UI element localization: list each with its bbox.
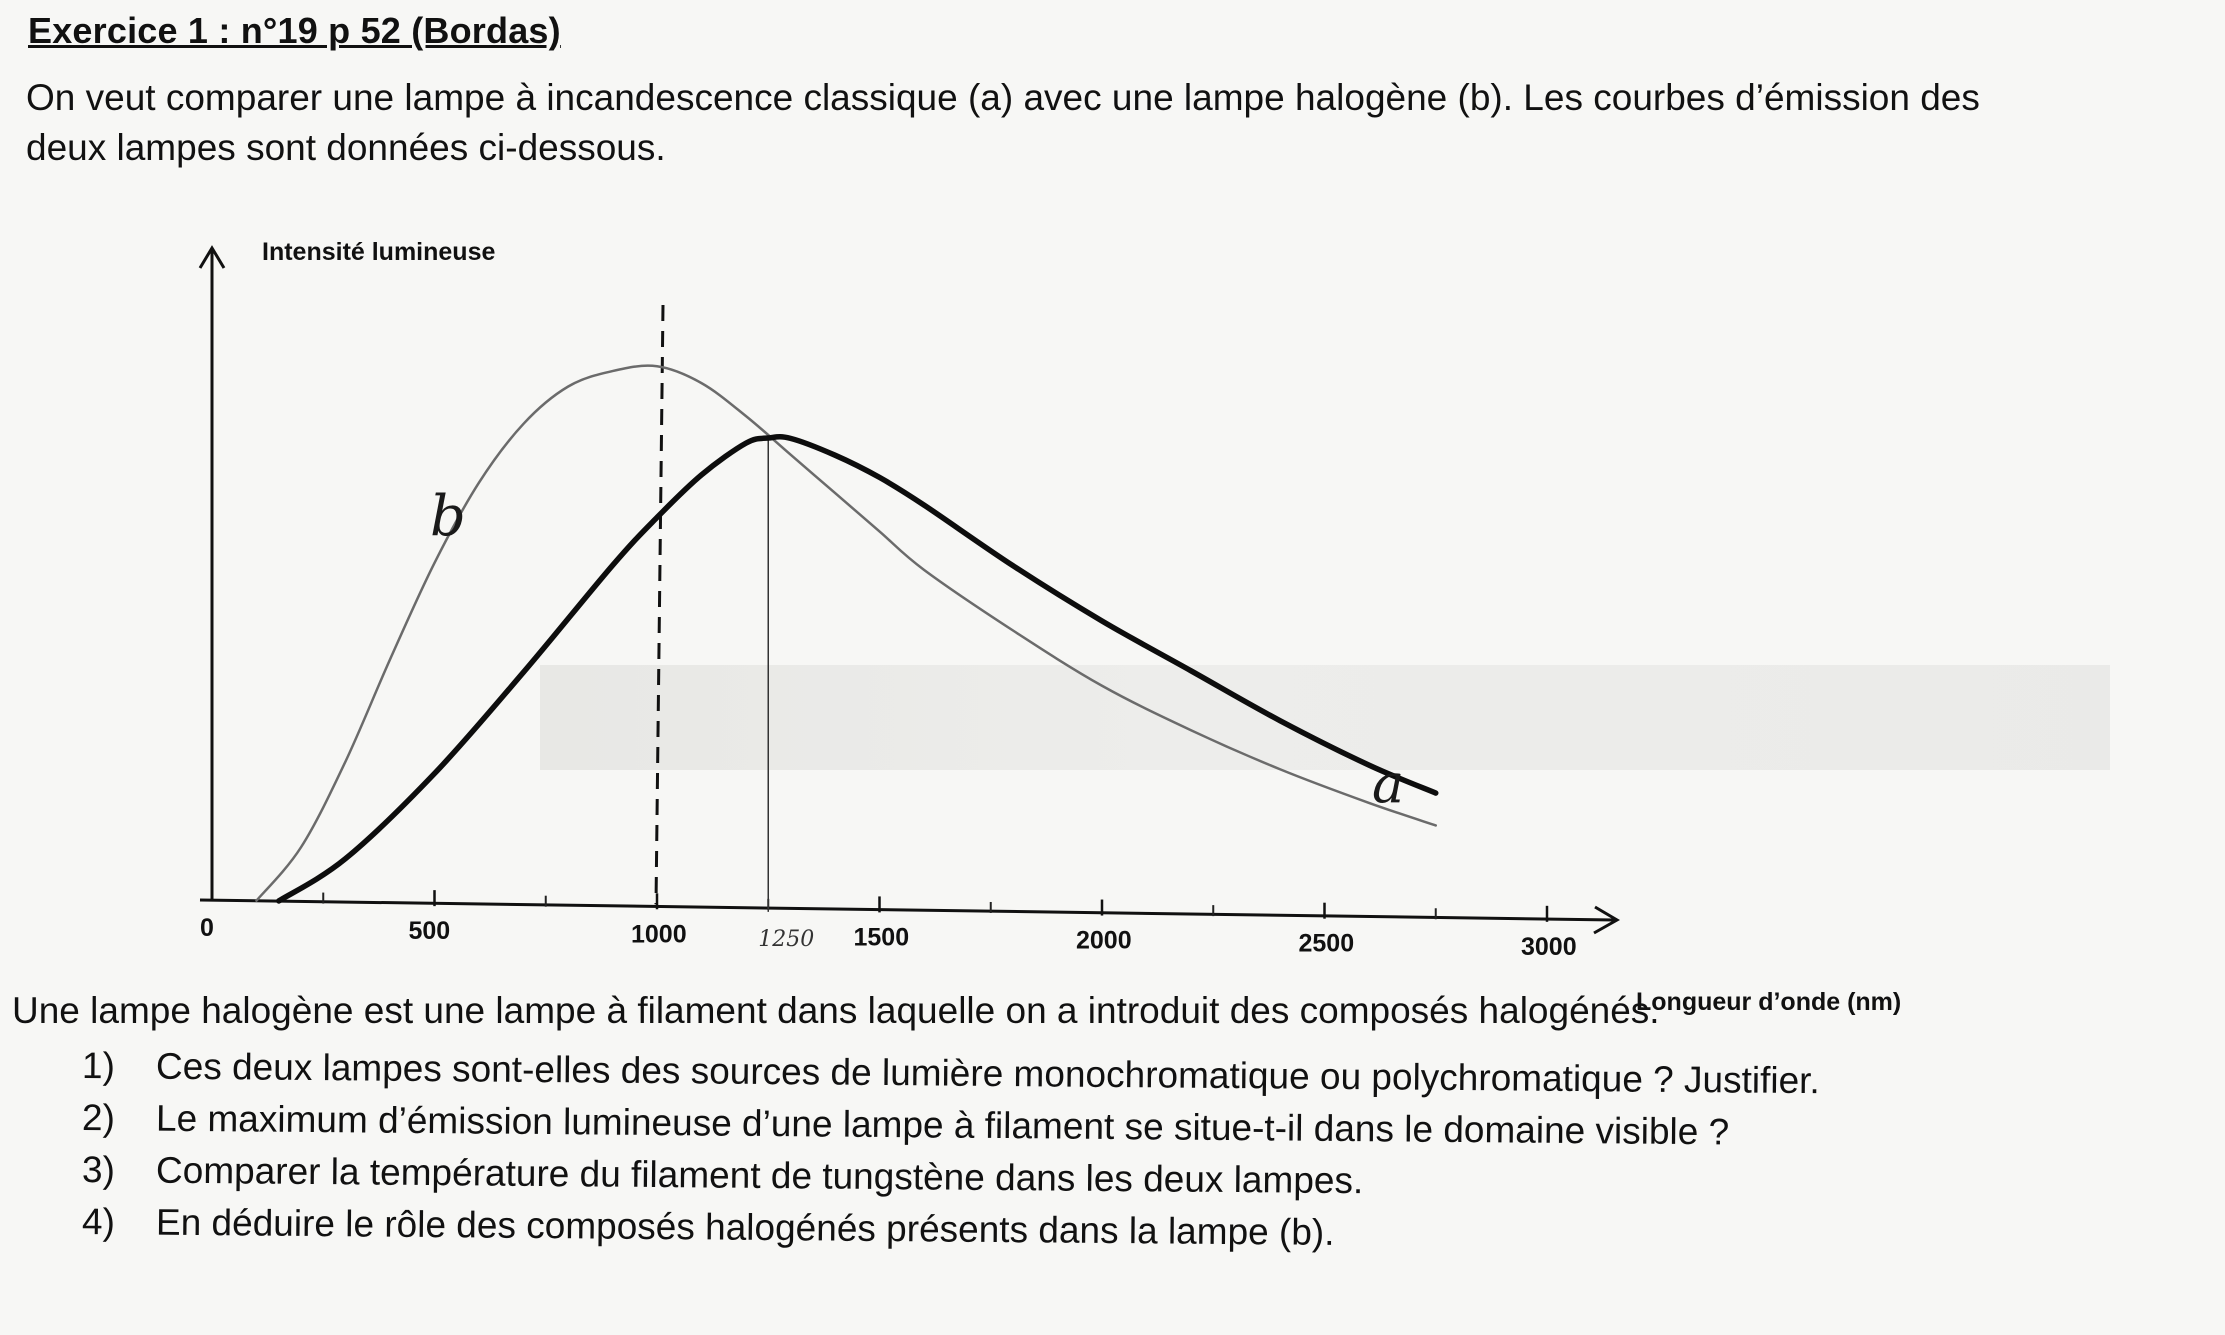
question-number: 2) xyxy=(81,1097,116,1139)
question-text: En déduire le rôle des composés halogénés présents dans la lampe (b). xyxy=(155,1201,1335,1253)
question-number: 3) xyxy=(81,1149,116,1191)
intro-line-2: deux lampes sont données ci-dessous. xyxy=(26,127,666,168)
question-text: Le maximum d’émission lumineuse d’une lampe à filament se situe-t-il dans le domaine visible ? xyxy=(155,1097,1730,1153)
question-text: Ces deux lampes sont-elles des sources de lumière monochromatique ou polychromatique ? Justifier. xyxy=(155,1045,1820,1102)
peak-marker-label: 1250 xyxy=(758,926,815,952)
emission-curves-chart xyxy=(0,230,2225,1030)
y-axis-label: Intensité lumineuse xyxy=(262,238,496,266)
exercise-intro xyxy=(26,72,2216,174)
x-tick-label: 2000 xyxy=(1076,926,1132,955)
question-number: 1) xyxy=(81,1045,116,1087)
x-tick-label: 500 xyxy=(408,917,451,946)
dashed-marker-line xyxy=(656,305,663,904)
curve-b xyxy=(257,366,1436,901)
x-tick-label: 1500 xyxy=(853,923,910,952)
intro-line-1: On veut comparer une lampe à incandescence classique (a) avec une lampe halogène (b). Les courbes d’émission des xyxy=(26,77,1980,118)
curve-label-a: a xyxy=(1372,752,1405,815)
question-text: Comparer la température du filament de tungstène dans les deux lampes. xyxy=(155,1149,1364,1202)
halogen-statement: Une lampe halogène est une lampe à filament dans laquelle on a introduit des composés halogénés. xyxy=(12,990,1660,1031)
question-number: 4) xyxy=(81,1201,116,1243)
x-tick-label: 2500 xyxy=(1298,929,1355,958)
x-tick-label: 3000 xyxy=(1521,932,1577,961)
curve-label-b: b xyxy=(430,484,466,549)
question-list xyxy=(81,1040,1820,1253)
x-axis-label: Longueur d’onde (nm) xyxy=(1636,988,1902,1016)
x-tick-label: 0 xyxy=(200,914,214,942)
exercise-title: Exercice 1 : n°19 p 52 (Bordas) xyxy=(28,10,561,51)
x-tick-label: 1000 xyxy=(631,920,687,949)
